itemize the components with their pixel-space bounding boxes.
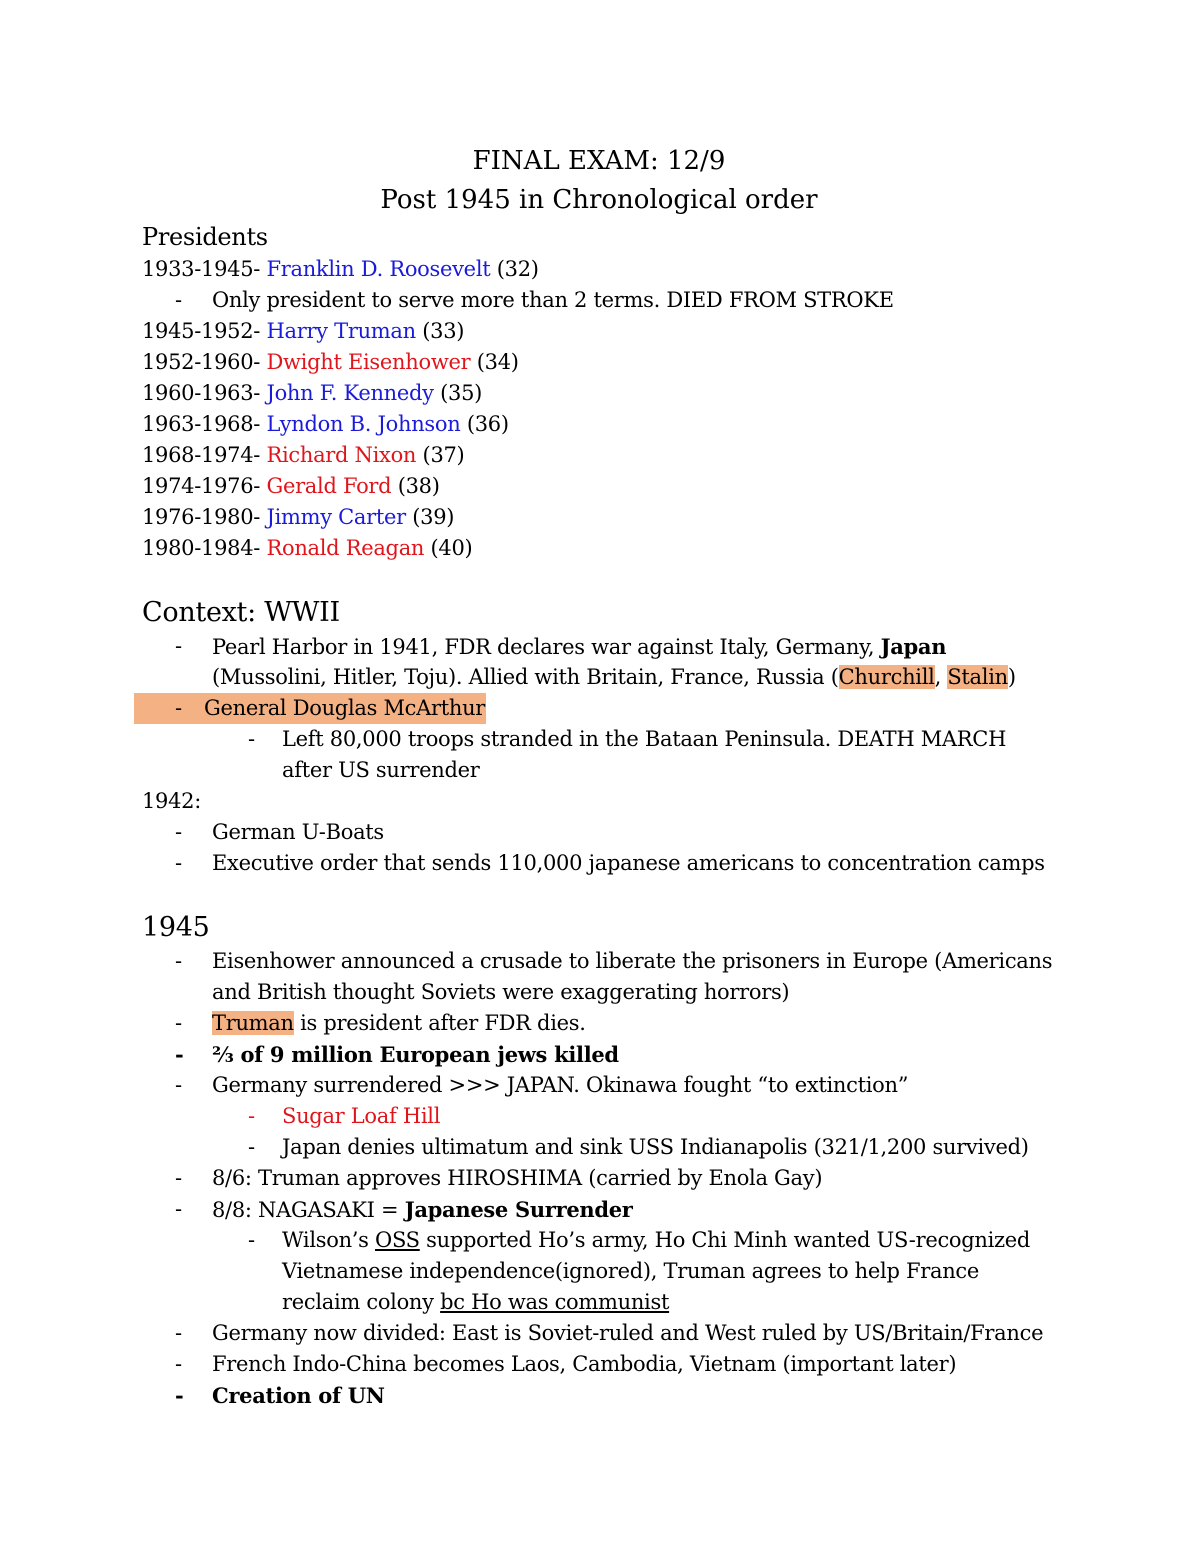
bullet-dash: - (175, 1197, 182, 1221)
president-line: 1974-1976- Gerald Ford (38) (142, 474, 440, 498)
sub-bullet-item: - Wilson’s OSS supported Ho’s army, Ho Chi Minh wanted US-recognized (142, 1225, 1080, 1256)
bullet-dash: - (175, 1073, 182, 1097)
bullet-dash: - (175, 696, 182, 720)
bullet-dash: - (175, 820, 182, 844)
bullet-dash: - (175, 851, 182, 875)
bullet-item: - French Indo-China becomes Laos, Cambodia, Vietnam (important later) (142, 1349, 1080, 1380)
bullet-dash: - (175, 1166, 182, 1190)
bullet-item: - Creation of UN (142, 1380, 1080, 1411)
highlight: Churchill (838, 665, 935, 689)
bullet-item-highlighted: - General Douglas McArthur (142, 693, 1080, 724)
bullet-dash: - (248, 727, 255, 751)
spacer (142, 564, 1080, 595)
bullet-item: - German U-Boats (142, 817, 1080, 848)
bullet-dash: - (175, 1321, 182, 1345)
highlight: Truman (212, 1011, 294, 1035)
bullet-dash: - (175, 1011, 182, 1035)
president-line: 1980-1984- Ronald Reagan (40) (142, 536, 473, 560)
bullet-dash: - (175, 1383, 184, 1408)
sub-bullet-item: - Japan denies ultimatum and sink USS Indianapolis (321/1,200 survived) (142, 1132, 1080, 1163)
bullet-dash: - (248, 1228, 255, 1252)
sub-bullet-continuation: Vietnamese independence(ignored), Truman agrees to help France (282, 1259, 980, 1283)
bullet-dash: - (248, 1135, 255, 1159)
sub-bullet-item: - Sugar Loaf Hill (142, 1101, 1080, 1132)
highlight: Stalin (947, 665, 1008, 689)
bullet-item: - Pearl Harbor in 1941, FDR declares war against Italy, Germany, Japan (142, 631, 1080, 662)
wwii-heading: Context: WWII (142, 597, 340, 628)
bullet-item: - ⅔ of 9 million European jews killed (142, 1039, 1080, 1070)
bullet-dash: - (175, 949, 182, 973)
sub-bullet-continuation: reclaim colony bc Ho was communist (282, 1290, 670, 1314)
bullet-continuation: (Mussolini, Hitler, Toju). Allied with Britain, France, Russia (Churchill, Stalin) (212, 665, 1016, 689)
bullet-item: - Eisenhower announced a crusade to liberate the prisoners in Europe (Americans (142, 946, 1080, 977)
sub-bullet-item: - Left 80,000 troops stranded in the Bataan Peninsula. DEATH MARCH (142, 724, 1080, 755)
president-line: 1963-1968- Lyndon B. Johnson (36) (142, 412, 509, 436)
president-line: 1968-1974- Richard Nixon (37) (142, 443, 465, 467)
doc-title: FINAL EXAM: 12/9 (472, 146, 726, 176)
year-1942-heading: 1942: (142, 789, 202, 813)
bullet-dash: - (175, 1042, 184, 1067)
president-line: 1945-1952- Harry Truman (33) (142, 319, 465, 343)
president-line: 1933-1945- Franklin D. Roosevelt (32) (142, 257, 539, 281)
bullet-item: - Germany now divided: East is Soviet-ruled and West ruled by US/Britain/France (142, 1318, 1080, 1349)
bullet-item: - Germany surrendered >>> JAPAN. Okinawa fought “to extinction” (142, 1070, 1080, 1101)
bullet-item: - Only president to serve more than 2 terms. DIED FROM STROKE (142, 285, 1080, 316)
bullet-item: - 8/8: NAGASAKI = Japanese Surrender (142, 1194, 1080, 1225)
bullet-item: - Truman is president after FDR dies. (142, 1008, 1080, 1039)
bullet-dash: - (175, 288, 182, 312)
president-line: 1960-1963- John F. Kennedy (35) (142, 381, 483, 405)
bullet-dash: - (248, 1104, 255, 1128)
doc-subtitle: Post 1945 in Chronological order (380, 185, 818, 215)
president-line: 1976-1980- Jimmy Carter (39) (142, 505, 455, 529)
sub-bullet-continuation: after US surrender (282, 758, 480, 782)
year-1945-heading: 1945 (142, 912, 210, 943)
spacer (142, 879, 1080, 910)
president-line: 1952-1960- Dwight Eisenhower (34) (142, 350, 519, 374)
bullet-item: - Executive order that sends 110,000 japanese americans to concentration camps (142, 848, 1080, 879)
bullet-dash: - (175, 1352, 182, 1376)
bullet-dash: - (175, 634, 182, 658)
bullet-continuation: and British thought Soviets were exaggerating horrors) (212, 980, 790, 1004)
presidents-heading: Presidents (142, 223, 268, 251)
bullet-item: - 8/6: Truman approves HIROSHIMA (carried by Enola Gay) (142, 1163, 1080, 1194)
